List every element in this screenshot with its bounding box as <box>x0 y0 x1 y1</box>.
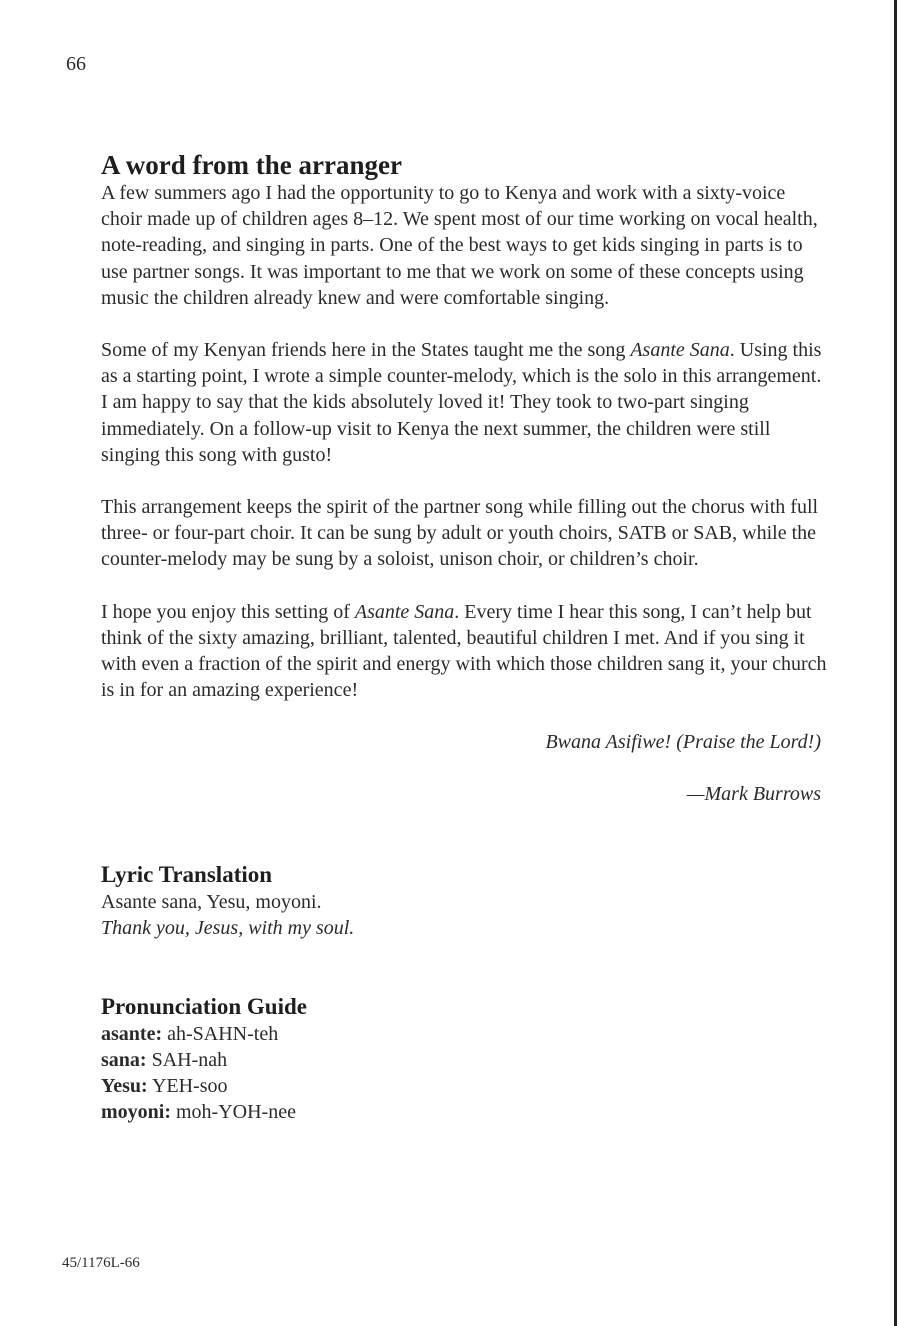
arranger-paragraph-2-text-a: Some of my Kenyan friends here in the States taught me the song <box>101 339 631 362</box>
pronunciation-guide-title: Pronunciation Guide <box>101 994 307 1020</box>
arranger-paragraph-1: A few summers ago I had the opportunity to go to Kenya and work with a sixty-voice choir made up of children ages 8–12. We spent most of our time working on vocal health, note-reading, and singing in parts. One of the best ways to get kids singing in parts is to use partner songs. It was important to me that we work on some of these concepts using music the children already knew and were comfortable singing. <box>101 182 818 309</box>
song-title: Asante Sana <box>354 600 455 623</box>
page-content <box>101 150 831 1125</box>
arranger-paragraph-3: This arrangement keeps the spirit of the partner song while filling out the chorus with full three- or four-part choir. It can be sung by adult or youth choirs, SATB or SAB, while the counter-melody may be sung by a soloist, unison choir, or children’s choir. <box>101 496 819 571</box>
page-number: 66 <box>66 53 86 75</box>
pronunciation-value: moh-YOH-nee <box>176 1101 296 1124</box>
arranger-paragraph-4-text-b: . Every time I hear this song, I can’t help but think of the sixty amazing, brilliant, talented, beautiful children I met. And if you sing it with even a fraction of the spirit and energy with which those children sang it, your church is in for an amazing experience! <box>101 600 827 702</box>
pronunciation-guide <box>101 993 831 1125</box>
pronunciation-term: moyoni: <box>101 1101 171 1124</box>
footer-catalog-code: 45/1176L-66 <box>62 1255 140 1271</box>
pronunciation-term: asante: <box>101 1023 163 1046</box>
pronunciation-value: YEH-soo <box>151 1075 228 1098</box>
lyric-translation-title: Lyric Translation <box>101 862 273 888</box>
song-title: Asante Sana <box>630 339 730 362</box>
arranger-note-title: A word from the arranger <box>101 150 402 180</box>
pronunciation-term: Yesu: <box>101 1075 148 1098</box>
pronunciation-value: ah-SAHN-teh <box>167 1023 279 1046</box>
arranger-paragraph-4 <box>101 599 831 704</box>
pronunciation-term: sana: <box>101 1049 147 1072</box>
arranger-paragraph-4-text-a: I hope you enjoy this setting of <box>101 600 355 623</box>
lyric-english: Thank you, Jesus, with my soul. <box>101 917 355 940</box>
pronunciation-entry <box>101 1099 831 1125</box>
arranger-note <box>101 150 831 807</box>
arranger-paragraph-2-text-b: . Using this as a starting point, I wrote a simple counter-melody, which is the solo in this arrangement. I am happy to say that the kids absolutely loved it! They took to two-part singing immediately. On a follow-up visit to Kenya the next summer, the children were still singing this song with gusto! <box>101 339 822 466</box>
pronunciation-entry <box>101 1021 831 1047</box>
lyric-translation <box>101 861 831 941</box>
pronunciation-value: SAH-nah <box>151 1049 228 1072</box>
closing-blessing: Bwana Asifiwe! (Praise the Lord!) <box>545 731 821 754</box>
pronunciation-entry <box>101 1073 831 1099</box>
arranger-signature: —Mark Burrows <box>686 783 821 806</box>
arranger-paragraph-2 <box>101 337 831 468</box>
pronunciation-entry <box>101 1047 831 1073</box>
lyric-original: Asante sana, Yesu, moyoni. <box>101 891 322 914</box>
